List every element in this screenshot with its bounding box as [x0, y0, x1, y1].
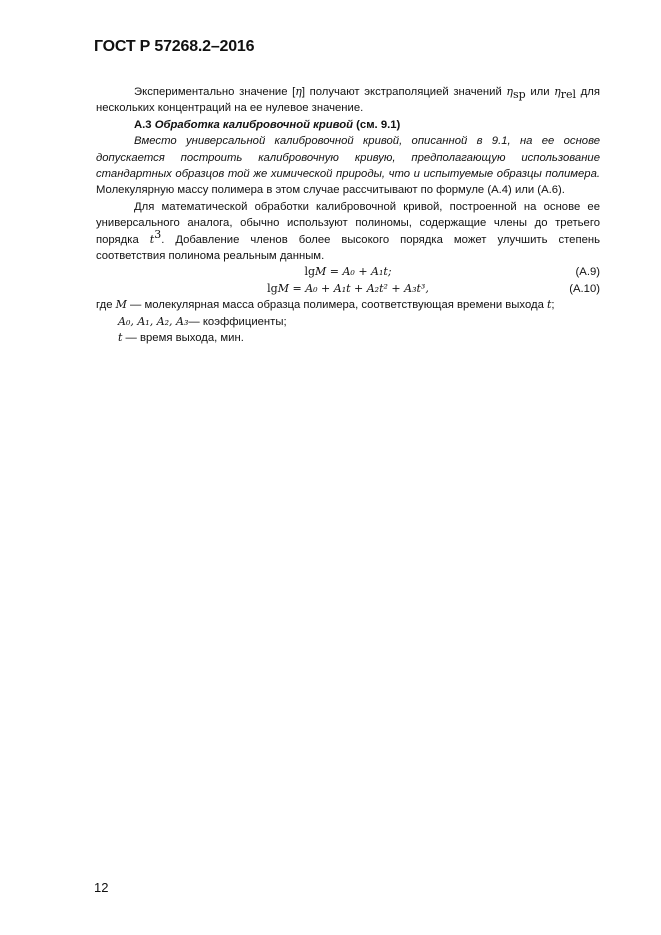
formula-number: (А.9)	[575, 266, 600, 279]
definition-coefficients: A₀, A₁, A₂, A₃— коэффициенты;	[118, 314, 287, 328]
variable-definitions	[96, 297, 600, 346]
formula-number: (А.10)	[569, 282, 600, 295]
definition-t: t — время выхода, мин.	[118, 331, 244, 345]
section-heading: А.3 Обработка калибровочной кривой (см. 9.1)	[134, 118, 401, 131]
definition-M: где M — молекулярная масса образца полимера, соответствующая времени выхода t;	[96, 298, 555, 312]
formula-a10: lgM = A₀ + A₁t + A₂t² + A₃t³, (А.10)	[96, 281, 600, 297]
page-number: 12	[94, 880, 109, 895]
formula-a9: lgM = A₀ + A₁t; (А.9)	[96, 264, 600, 280]
paragraph-extrapolation: Экспериментально значение [η] получают экстраполяцией значений $\eta_{sp}$ или $\eta_{rel}$ для нескольких концентраций на ее нулевое значение.	[96, 85, 600, 115]
document-header: ГОСТ Р 57268.2–2016	[94, 38, 255, 55]
document-body	[96, 84, 600, 346]
paragraph-polynomial: Для математической обработки калибровочной кривой, построенной на основе ее универсального аналога, обычно используют полиномы, содержащие члены до третьего порядка $t^3$. Добавление членов более высокого порядка может улучшить степень соответствия полинома реальным данным.	[96, 200, 600, 263]
paragraph-calibration: Вместо универсальной калибровочной кривой, описанной в 9.1, на ее основе допускается построить калибровочную кривую, предполагающую использование стандартных образцов той же химической природы, что и испытуемые образцы полимера. Молекулярную массу полимера в этом случае рассчитывают по формуле (А.4) или (А.6).	[96, 135, 600, 197]
